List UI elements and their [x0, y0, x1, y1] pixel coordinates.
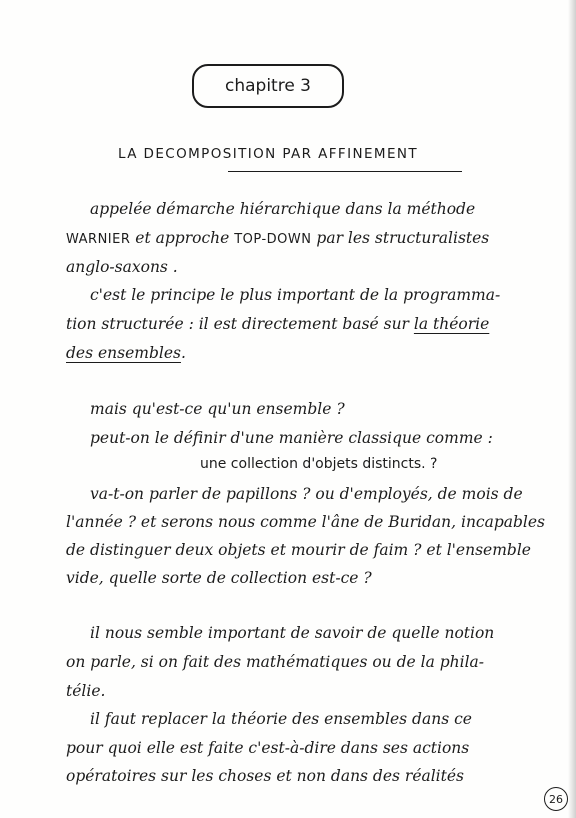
text-fragment: .: [180, 344, 186, 362]
text-line: c'est le principe le plus important de la programma-: [90, 286, 501, 304]
text-line: mais qu'est-ce qu'un ensemble ?: [90, 400, 345, 418]
page-number-label: 26: [549, 792, 563, 806]
text-fragment: WARNIER: [66, 232, 131, 247]
text-fragment: TOP-DOWN: [234, 232, 312, 247]
chapter-label: chapitre 3: [224, 76, 311, 96]
text-line: [66, 315, 489, 333]
text-fragment: par les structuralistes: [311, 229, 490, 247]
text-line: pour quoi elle est faite c'est-à-dire dans ses actions: [66, 739, 470, 757]
text-line: télie.: [66, 682, 106, 700]
text-line: il faut replacer la théorie des ensembles dans ce: [90, 710, 472, 728]
chapter-label-box: [192, 64, 344, 108]
text-fragment: tion structurée : il est directement basé sur: [66, 315, 414, 333]
text-line: [66, 344, 186, 362]
text-line: l'année ? et serons nous comme l'âne de Buridan, incapables: [66, 513, 546, 531]
text-line: anglo-saxons .: [66, 258, 178, 276]
text-line: vide, quelle sorte de collection est-ce ?: [66, 569, 372, 587]
text-line: appelée démarche hiérarchique dans la méthode: [90, 200, 476, 218]
chapter-title: LA DECOMPOSITION PAR AFFINEMENT: [118, 146, 419, 162]
text-fragment: et approche: [130, 229, 235, 247]
text-line: [66, 229, 489, 247]
text-line: peut-on le définir d'une manière classique comme :: [90, 429, 493, 447]
text-line: de distinguer deux objets et mourir de faim ? et l'ensemble: [66, 541, 531, 559]
text-line: on parle, si on fait des mathématiques ou de la phila-: [66, 653, 485, 671]
text-line: va-t-on parler de papillons ? ou d'employés, de mois de: [90, 485, 523, 503]
text-line: une collection d'objets distincts. ?: [200, 456, 438, 472]
page-number: [544, 787, 568, 811]
underlined-text: des ensembles: [66, 344, 181, 362]
text-line: opératoires sur les choses et non dans des réalités: [66, 767, 464, 785]
text-line: il nous semble important de savoir de quelle notion: [90, 624, 495, 642]
underlined-text: la théorie: [413, 315, 490, 333]
title-underline: [228, 171, 462, 172]
page-edge-shadow: [568, 0, 576, 818]
